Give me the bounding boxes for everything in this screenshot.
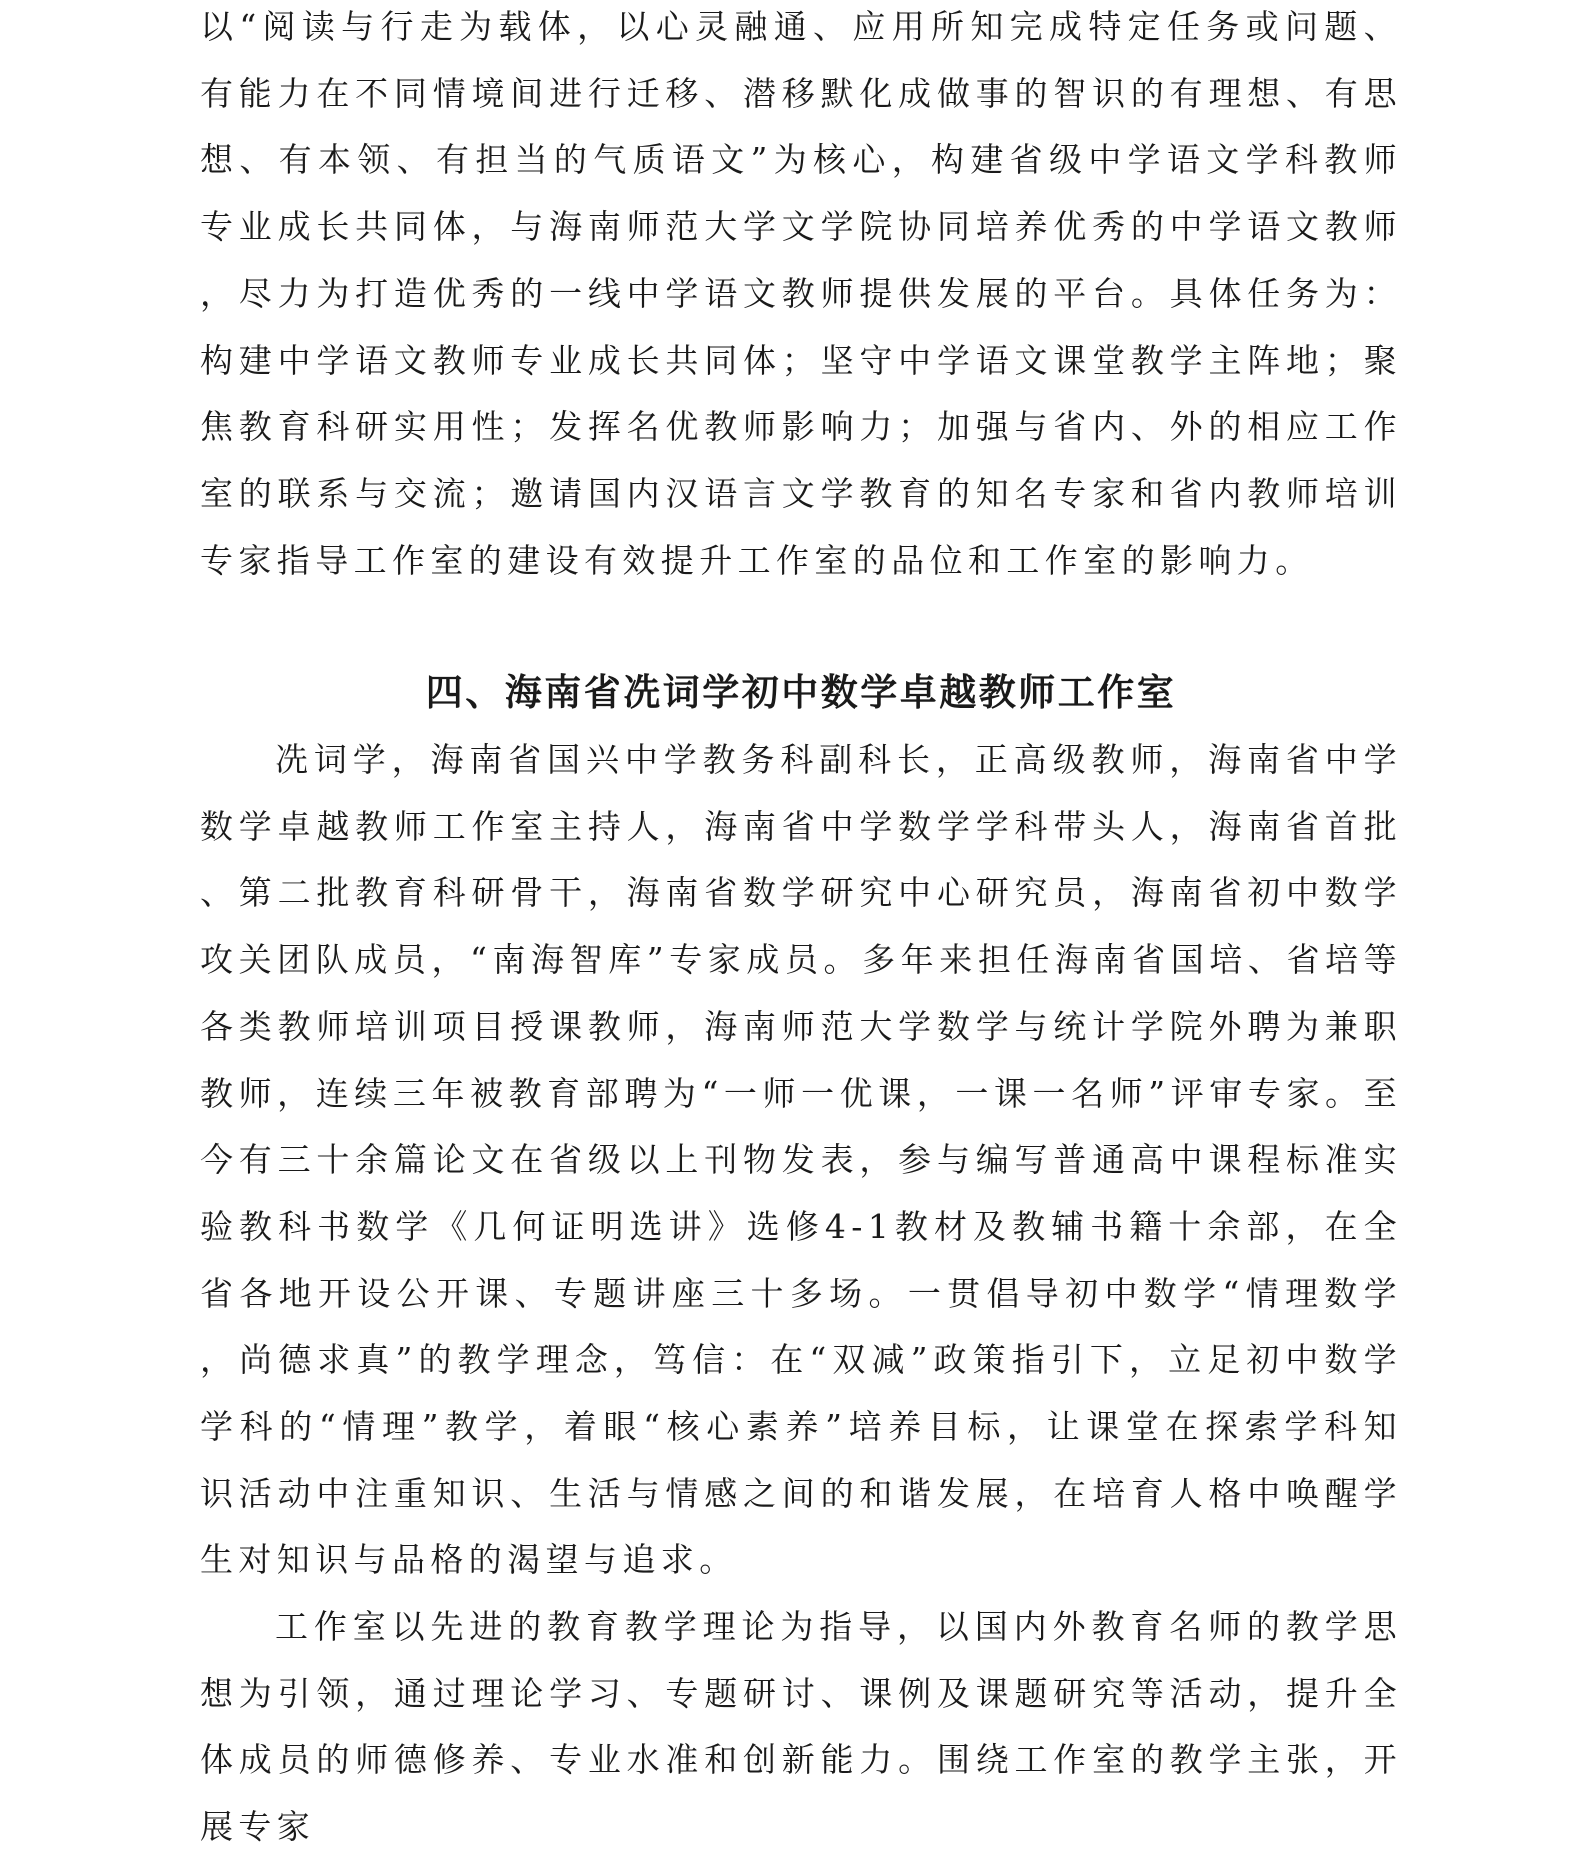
- section-paragraph-biography: 冼词学，海南省国兴中学教务科副科长，正高级教师，海南省中学数学卓越教师工作室主持人，海南省中学数学学科带头人，海南省首批、第二批教育科研骨干，海南省数学研究中心研究员，海南省初中数学攻关团队成员，“南海智库”专家成员。多年来担任海南省国培、省培等各类教师培训项目授课教师，海南师范大学数学与统计学院外聘为兼职教师，连续三年被教育部聘为“一师一优课，一课一名师”评审专家。至今有三十余篇论文在省级以上刊物发表，参与编写普通高中课程标准实验教科书数学《几何证明选讲》选修4-1教材及教辅书籍十余部，在全省各地开设公开课、专题讲座三十多场。一贯倡导初中数学“情理数学，尚德求真”的教学理念，笃信：在“双减”政策指引下，立足初中数学学科的“情理”教学，着眼“核心素养”培养目标，让课堂在探索学科知识活动中注重知识、生活与情感之间的和谐发展，在培育人格中唤醒学生对知识与品格的渴望与追求。: [200, 740, 1402, 1580]
- section-heading: 四、海南省冼词学初中数学卓越教师工作室: [425, 670, 1177, 714]
- section-paragraph-studio: 工作室以先进的教育教学理论为指导，以国内外教育名师的教学思想为引领，通过理论学习、专题研讨、课例及课题研究等活动，提升全体成员的师德修养、专业水准和创新能力。围绕工作室的教学主张，开展专家: [200, 1607, 1402, 1847]
- intro-paragraph: 以“阅读与行走为载体，以心灵融通、应用所知完成特定任务或问题、有能力在不同情境间进行迁移、潜移默化成做事的智识的有理想、有思想、有本领、有担当的气质语文”为核心，构建省级中学语文学科教师专业成长共同体，与海南师范大学文学院协同培养优秀的中学语文教师，尽力为打造优秀的一线中学语文教师提供发展的平台。具体任务为：构建中学语文教师专业成长共同体；坚守中学语文课堂教学主阵地；聚焦教育科研实用性；发挥名优教师影响力；加强与省内、外的相应工作室的联系与交流；邀请国内汉语言文学教育的知名专家和省内教师培训专家指导工作室的建设有效提升工作室的品位和工作室的影响力。: [200, 7, 1402, 580]
